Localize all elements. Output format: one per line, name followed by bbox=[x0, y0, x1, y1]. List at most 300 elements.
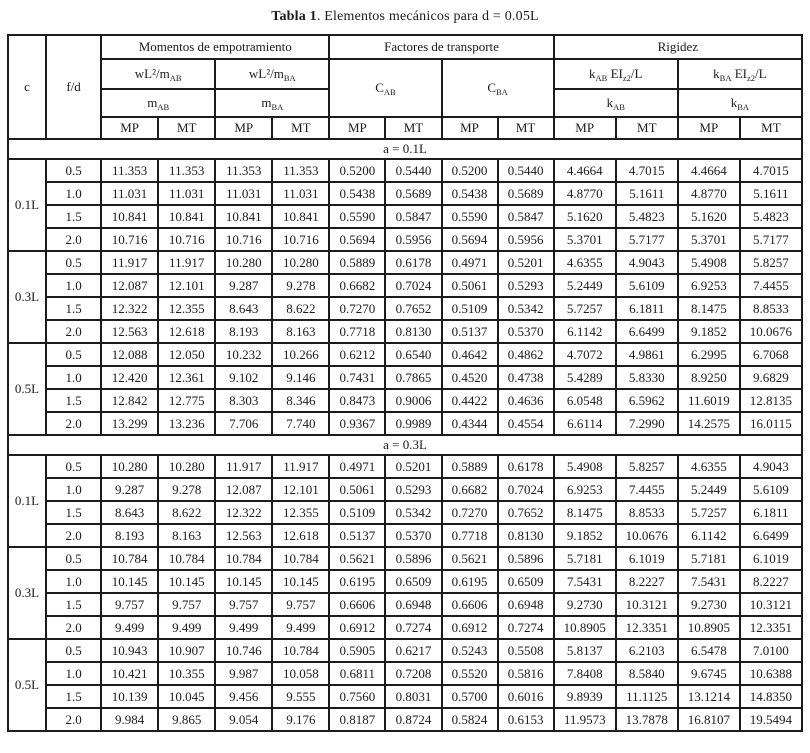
table-row bbox=[8, 182, 802, 205]
data-cell: 7.4455 bbox=[616, 478, 678, 501]
table-row bbox=[8, 251, 802, 274]
data-cell: 10.716 bbox=[101, 228, 158, 251]
data-cell: 0.5590 bbox=[329, 205, 385, 228]
data-cell: 10.8905 bbox=[554, 616, 616, 639]
data-cell: 0.6811 bbox=[329, 662, 385, 685]
table-row bbox=[8, 343, 802, 366]
data-cell: 0.8031 bbox=[385, 685, 441, 708]
data-cell: 0.5342 bbox=[385, 501, 441, 524]
data-cell: 0.6912 bbox=[442, 616, 498, 639]
data-cell: 8.303 bbox=[215, 389, 272, 412]
data-cell: 10.232 bbox=[215, 343, 272, 366]
data-cell: 9.555 bbox=[272, 685, 329, 708]
data-cell: 6.1811 bbox=[616, 297, 678, 320]
data-cell: 0.6016 bbox=[498, 685, 554, 708]
header-kba-ei-t1: k bbox=[713, 66, 720, 81]
data-cell: 9.176 bbox=[272, 708, 329, 731]
data-cell: 10.3121 bbox=[740, 593, 802, 616]
data-cell: 0.7270 bbox=[329, 297, 385, 320]
header-mba-sub: BA bbox=[271, 102, 284, 112]
data-cell: 5.8257 bbox=[740, 251, 802, 274]
data-cell: 4.7015 bbox=[616, 159, 678, 182]
data-cell: 10.6388 bbox=[740, 662, 802, 685]
data-cell: 0.5905 bbox=[329, 639, 385, 662]
data-cell: 7.5431 bbox=[554, 570, 616, 593]
data-cell: 5.2449 bbox=[554, 274, 616, 297]
data-cell: 10.716 bbox=[272, 228, 329, 251]
data-cell: 0.6178 bbox=[498, 455, 554, 478]
data-cell: 0.5694 bbox=[329, 228, 385, 251]
fd-value-cell: 1.5 bbox=[46, 205, 101, 228]
data-cell: 4.6355 bbox=[678, 455, 740, 478]
data-cell: 0.8724 bbox=[385, 708, 441, 731]
data-cell: 9.499 bbox=[215, 616, 272, 639]
data-cell: 0.6217 bbox=[385, 639, 441, 662]
data-cell: 0.5342 bbox=[498, 297, 554, 320]
fd-value-cell: 0.5 bbox=[46, 455, 101, 478]
data-cell: 9.278 bbox=[272, 274, 329, 297]
fd-value-cell: 1.0 bbox=[46, 182, 101, 205]
section-row bbox=[8, 139, 802, 159]
data-cell: 0.5109 bbox=[442, 297, 498, 320]
data-cell: 7.706 bbox=[215, 412, 272, 435]
fd-value-cell: 2.0 bbox=[46, 320, 101, 343]
table-row bbox=[8, 159, 802, 182]
data-cell: 8.8533 bbox=[616, 501, 678, 524]
data-cell: 10.716 bbox=[158, 228, 215, 251]
fd-value-cell: 1.5 bbox=[46, 297, 101, 320]
data-cell: 0.5889 bbox=[442, 455, 498, 478]
data-cell: 0.7560 bbox=[329, 685, 385, 708]
data-cell: 0.4862 bbox=[498, 343, 554, 366]
data-cell: 0.5370 bbox=[385, 524, 441, 547]
data-cell: 10.058 bbox=[272, 662, 329, 685]
data-cell: 12.322 bbox=[101, 297, 158, 320]
c-value-cell: 0.3L bbox=[8, 251, 46, 343]
data-cell: 0.5956 bbox=[498, 228, 554, 251]
fd-value-cell: 1.5 bbox=[46, 593, 101, 616]
data-cell: 0.6606 bbox=[329, 593, 385, 616]
data-cell: 0.5816 bbox=[498, 662, 554, 685]
data-cell: 6.0548 bbox=[554, 389, 616, 412]
data-cell: 0.6178 bbox=[385, 251, 441, 274]
data-cell: 0.6948 bbox=[498, 593, 554, 616]
fd-value-cell: 1.0 bbox=[46, 274, 101, 297]
data-cell: 8.1475 bbox=[678, 297, 740, 320]
header-kab-sub: AB bbox=[613, 102, 625, 112]
data-cell: 6.1142 bbox=[554, 320, 616, 343]
fd-value-cell: 0.5 bbox=[46, 159, 101, 182]
data-cell: 13.1214 bbox=[678, 685, 740, 708]
table-title bbox=[7, 9, 803, 25]
header-kba-ei bbox=[678, 59, 802, 89]
table-row bbox=[8, 639, 802, 662]
data-cell: 10.045 bbox=[158, 685, 215, 708]
table-body bbox=[8, 139, 802, 731]
table-row bbox=[8, 274, 802, 297]
data-cell: 10.841 bbox=[272, 205, 329, 228]
header-mp: MP bbox=[442, 117, 498, 139]
header-wl-mab-text: wL²/m bbox=[134, 66, 170, 81]
data-cell: 13.7878 bbox=[616, 708, 678, 731]
data-cell: 6.9253 bbox=[554, 478, 616, 501]
data-cell: 0.5847 bbox=[385, 205, 441, 228]
data-cell: 0.5440 bbox=[385, 159, 441, 182]
table-row bbox=[8, 570, 802, 593]
header-kba-ei-t3: /L bbox=[755, 66, 767, 81]
data-cell: 4.9861 bbox=[616, 343, 678, 366]
section-row bbox=[8, 435, 802, 455]
data-cell: 10.784 bbox=[158, 547, 215, 570]
header-formula-row bbox=[8, 59, 802, 89]
fd-value-cell: 1.0 bbox=[46, 366, 101, 389]
header-cba-sub: BA bbox=[496, 87, 508, 97]
fd-value-cell: 2.0 bbox=[46, 228, 101, 251]
data-cell: 0.5440 bbox=[498, 159, 554, 182]
header-mab bbox=[101, 89, 215, 117]
data-cell: 7.5431 bbox=[678, 570, 740, 593]
header-kba bbox=[678, 89, 802, 117]
data-cell: 12.087 bbox=[215, 478, 272, 501]
table-row bbox=[8, 366, 802, 389]
data-cell: 9.757 bbox=[158, 593, 215, 616]
header-group-momentos: Momentos de empotramiento bbox=[101, 35, 329, 59]
data-cell: 0.4520 bbox=[442, 366, 498, 389]
c-value-cell: 0.1L bbox=[8, 455, 46, 547]
header-kba-ei-s2: z2 bbox=[747, 73, 756, 83]
data-cell: 6.5962 bbox=[616, 389, 678, 412]
data-cell: 0.6153 bbox=[498, 708, 554, 731]
data-cell: 6.5478 bbox=[678, 639, 740, 662]
data-cell: 11.917 bbox=[272, 455, 329, 478]
header-mab-text: m bbox=[147, 95, 158, 110]
data-cell: 9.6829 bbox=[740, 366, 802, 389]
header-kab bbox=[554, 89, 678, 117]
data-cell: 10.280 bbox=[215, 251, 272, 274]
fd-value-cell: 2.0 bbox=[46, 708, 101, 731]
data-cell: 12.618 bbox=[158, 320, 215, 343]
header-mba-text: m bbox=[261, 95, 272, 110]
data-cell: 7.0100 bbox=[740, 639, 802, 662]
data-cell: 9.278 bbox=[158, 478, 215, 501]
data-cell: 9.1852 bbox=[554, 524, 616, 547]
data-cell: 0.6509 bbox=[385, 570, 441, 593]
data-cell: 10.907 bbox=[158, 639, 215, 662]
data-cell: 9.1852 bbox=[678, 320, 740, 343]
data-cell: 11.031 bbox=[272, 182, 329, 205]
fd-value-cell: 1.5 bbox=[46, 501, 101, 524]
data-cell: 0.7652 bbox=[498, 501, 554, 524]
table-row bbox=[8, 685, 802, 708]
data-cell: 4.8770 bbox=[554, 182, 616, 205]
table-row bbox=[8, 412, 802, 435]
data-cell: 0.6606 bbox=[442, 593, 498, 616]
data-cell: 9.499 bbox=[158, 616, 215, 639]
data-cell: 6.2103 bbox=[616, 639, 678, 662]
data-cell: 16.8107 bbox=[678, 708, 740, 731]
fd-value-cell: 2.0 bbox=[46, 616, 101, 639]
data-cell: 5.7177 bbox=[740, 228, 802, 251]
fd-value-cell: 0.5 bbox=[46, 251, 101, 274]
data-cell: 5.8257 bbox=[616, 455, 678, 478]
fd-value-cell: 1.0 bbox=[46, 662, 101, 685]
data-cell: 0.6509 bbox=[498, 570, 554, 593]
data-cell: 5.3701 bbox=[678, 228, 740, 251]
data-cell: 11.917 bbox=[101, 251, 158, 274]
header-kba-ei-t2: EI bbox=[731, 66, 748, 81]
data-cell: 5.4289 bbox=[554, 366, 616, 389]
data-cell: 0.6682 bbox=[442, 478, 498, 501]
data-cell: 9.984 bbox=[101, 708, 158, 731]
data-cell: 8.2227 bbox=[740, 570, 802, 593]
data-cell: 10.280 bbox=[272, 251, 329, 274]
table-row bbox=[8, 320, 802, 343]
header-mp: MP bbox=[215, 117, 272, 139]
fd-value-cell: 0.5 bbox=[46, 639, 101, 662]
data-cell: 11.353 bbox=[158, 159, 215, 182]
data-cell: 7.740 bbox=[272, 412, 329, 435]
data-cell: 12.842 bbox=[101, 389, 158, 412]
data-cell: 7.2990 bbox=[616, 412, 678, 435]
data-cell: 9.757 bbox=[101, 593, 158, 616]
data-cell: 0.5956 bbox=[385, 228, 441, 251]
c-value-cell: 0.1L bbox=[8, 159, 46, 251]
header-cba-text: C bbox=[487, 80, 497, 95]
table-title-number: Tabla 1 bbox=[271, 9, 317, 24]
header-kab-ei-t1: k bbox=[589, 66, 596, 81]
table-title-text: . Elementos mecánicos para d = 0.05L bbox=[316, 9, 539, 24]
data-cell: 8.2227 bbox=[616, 570, 678, 593]
data-cell: 9.757 bbox=[215, 593, 272, 616]
c-value-cell: 0.5L bbox=[8, 639, 46, 731]
header-cab-text: C bbox=[375, 80, 384, 95]
table-row bbox=[8, 455, 802, 478]
data-cell: 8.8533 bbox=[740, 297, 802, 320]
data-cell: 0.9989 bbox=[385, 412, 441, 435]
header-group-row bbox=[8, 35, 802, 59]
data-cell: 0.7270 bbox=[442, 501, 498, 524]
header-group-factores: Factores de transporte bbox=[329, 35, 553, 59]
fd-value-cell: 1.0 bbox=[46, 570, 101, 593]
data-cell: 7.8408 bbox=[554, 662, 616, 685]
data-cell: 0.8187 bbox=[329, 708, 385, 731]
data-cell: 9.146 bbox=[272, 366, 329, 389]
header-wl-mba-sub: BA bbox=[283, 73, 296, 83]
data-cell: 0.4554 bbox=[498, 412, 554, 435]
data-cell: 0.5689 bbox=[498, 182, 554, 205]
header-mba bbox=[215, 89, 329, 117]
data-cell: 0.5061 bbox=[442, 274, 498, 297]
header-fd: f/d bbox=[46, 35, 101, 139]
data-cell: 5.3701 bbox=[554, 228, 616, 251]
data-cell: 0.5201 bbox=[498, 251, 554, 274]
data-cell: 11.917 bbox=[215, 455, 272, 478]
data-cell: 0.4738 bbox=[498, 366, 554, 389]
data-cell: 0.5370 bbox=[498, 320, 554, 343]
data-cell: 12.8135 bbox=[740, 389, 802, 412]
data-cell: 10.943 bbox=[101, 639, 158, 662]
data-cell: 12.101 bbox=[158, 274, 215, 297]
data-cell: 0.5243 bbox=[442, 639, 498, 662]
table-row bbox=[8, 389, 802, 412]
data-cell: 11.6019 bbox=[678, 389, 740, 412]
data-cell: 19.5494 bbox=[740, 708, 802, 731]
data-cell: 4.4664 bbox=[554, 159, 616, 182]
data-cell: 13.236 bbox=[158, 412, 215, 435]
header-cab-sub: AB bbox=[383, 87, 396, 97]
data-cell: 0.6948 bbox=[385, 593, 441, 616]
data-cell: 0.5201 bbox=[385, 455, 441, 478]
data-cell: 8.643 bbox=[101, 501, 158, 524]
data-cell: 8.1475 bbox=[554, 501, 616, 524]
section-label: a = 0.1L bbox=[8, 139, 802, 159]
data-cell: 10.145 bbox=[215, 570, 272, 593]
header-mp: MP bbox=[554, 117, 616, 139]
data-cell: 0.5889 bbox=[329, 251, 385, 274]
data-cell: 10.145 bbox=[158, 570, 215, 593]
data-cell: 0.5700 bbox=[442, 685, 498, 708]
data-cell: 11.031 bbox=[215, 182, 272, 205]
table-row bbox=[8, 593, 802, 616]
data-cell: 14.8350 bbox=[740, 685, 802, 708]
data-cell: 6.6499 bbox=[740, 524, 802, 547]
data-cell: 16.0115 bbox=[740, 412, 802, 435]
fd-value-cell: 0.5 bbox=[46, 547, 101, 570]
data-cell: 11.031 bbox=[158, 182, 215, 205]
data-cell: 0.8473 bbox=[329, 389, 385, 412]
data-cell: 12.361 bbox=[158, 366, 215, 389]
data-cell: 10.8905 bbox=[678, 616, 740, 639]
data-cell: 0.6540 bbox=[385, 343, 441, 366]
data-cell: 0.4642 bbox=[442, 343, 498, 366]
data-cell: 10.841 bbox=[215, 205, 272, 228]
data-cell: 9.2730 bbox=[678, 593, 740, 616]
data-cell: 10.784 bbox=[272, 639, 329, 662]
data-cell: 10.145 bbox=[101, 570, 158, 593]
header-wl-mab-sub: AB bbox=[169, 73, 182, 83]
header-group-rigidez: Rigidez bbox=[554, 35, 802, 59]
section-label: a = 0.3L bbox=[8, 435, 802, 455]
data-cell: 11.353 bbox=[215, 159, 272, 182]
header-kab-ei-t2: EI bbox=[607, 66, 623, 81]
data-cell: 9.6745 bbox=[678, 662, 740, 685]
data-cell: 9.865 bbox=[158, 708, 215, 731]
data-cell: 4.7015 bbox=[740, 159, 802, 182]
data-cell: 8.346 bbox=[272, 389, 329, 412]
data-cell: 12.420 bbox=[101, 366, 158, 389]
data-cell: 6.1019 bbox=[740, 547, 802, 570]
data-cell: 8.643 bbox=[215, 297, 272, 320]
header-mt: MT bbox=[158, 117, 215, 139]
data-cell: 5.4908 bbox=[678, 251, 740, 274]
data-cell: 0.5847 bbox=[498, 205, 554, 228]
data-cell: 0.5137 bbox=[329, 524, 385, 547]
data-cell: 10.0676 bbox=[740, 320, 802, 343]
data-cell: 12.322 bbox=[215, 501, 272, 524]
table-row bbox=[8, 478, 802, 501]
data-cell: 8.622 bbox=[158, 501, 215, 524]
data-cell: 0.7431 bbox=[329, 366, 385, 389]
data-cell: 10.421 bbox=[101, 662, 158, 685]
data-cell: 5.4908 bbox=[554, 455, 616, 478]
header-cba bbox=[442, 59, 554, 117]
data-cell: 10.0676 bbox=[616, 524, 678, 547]
data-cell: 8.163 bbox=[158, 524, 215, 547]
data-cell: 11.353 bbox=[101, 159, 158, 182]
data-cell: 0.5137 bbox=[442, 320, 498, 343]
header-mab-sub: AB bbox=[157, 102, 170, 112]
data-cell: 0.7718 bbox=[329, 320, 385, 343]
data-cell: 9.2730 bbox=[554, 593, 616, 616]
fd-value-cell: 1.5 bbox=[46, 685, 101, 708]
data-cell: 14.2575 bbox=[678, 412, 740, 435]
header-kab-ei-s2: z2 bbox=[622, 73, 631, 83]
header-kab-ei bbox=[554, 59, 678, 89]
data-cell: 5.7181 bbox=[554, 547, 616, 570]
data-cell: 0.5520 bbox=[442, 662, 498, 685]
data-cell: 8.193 bbox=[101, 524, 158, 547]
data-cell: 0.6682 bbox=[329, 274, 385, 297]
data-cell: 9.287 bbox=[215, 274, 272, 297]
header-cab bbox=[329, 59, 441, 117]
data-cell: 12.355 bbox=[158, 297, 215, 320]
data-cell: 12.3351 bbox=[740, 616, 802, 639]
data-cell: 0.5061 bbox=[329, 478, 385, 501]
data-cell: 12.087 bbox=[101, 274, 158, 297]
table-row bbox=[8, 501, 802, 524]
data-cell: 5.6109 bbox=[616, 274, 678, 297]
data-cell: 0.8130 bbox=[498, 524, 554, 547]
data-cell: 9.8939 bbox=[554, 685, 616, 708]
header-mt: MT bbox=[385, 117, 441, 139]
header-kab-ei-s1: AB bbox=[595, 73, 608, 83]
data-cell: 0.4971 bbox=[329, 455, 385, 478]
data-cell: 0.8130 bbox=[385, 320, 441, 343]
data-cell: 0.5508 bbox=[498, 639, 554, 662]
data-cell: 10.841 bbox=[101, 205, 158, 228]
mechanical-elements-table bbox=[7, 34, 803, 732]
data-cell: 12.101 bbox=[272, 478, 329, 501]
header-mt: MT bbox=[740, 117, 802, 139]
table-row bbox=[8, 228, 802, 251]
data-cell: 4.7072 bbox=[554, 343, 616, 366]
data-cell: 10.139 bbox=[101, 685, 158, 708]
header-wl-mab bbox=[101, 59, 215, 89]
data-cell: 10.3121 bbox=[616, 593, 678, 616]
data-cell: 0.4344 bbox=[442, 412, 498, 435]
data-cell: 11.9573 bbox=[554, 708, 616, 731]
data-cell: 0.6195 bbox=[442, 570, 498, 593]
data-cell: 0.4971 bbox=[442, 251, 498, 274]
data-cell: 9.499 bbox=[272, 616, 329, 639]
table-row bbox=[8, 708, 802, 731]
table-row bbox=[8, 205, 802, 228]
data-cell: 6.1019 bbox=[616, 547, 678, 570]
table-row bbox=[8, 297, 802, 320]
data-cell: 0.5438 bbox=[442, 182, 498, 205]
data-cell: 9.499 bbox=[101, 616, 158, 639]
data-cell: 11.031 bbox=[101, 182, 158, 205]
header-kab-text: k bbox=[606, 95, 614, 110]
data-cell: 4.8770 bbox=[678, 182, 740, 205]
data-cell: 0.6212 bbox=[329, 343, 385, 366]
data-cell: 9.456 bbox=[215, 685, 272, 708]
header-mp: MP bbox=[101, 117, 158, 139]
data-cell: 5.2449 bbox=[678, 478, 740, 501]
data-cell: 10.746 bbox=[215, 639, 272, 662]
table-row bbox=[8, 547, 802, 570]
data-cell: 0.5590 bbox=[442, 205, 498, 228]
